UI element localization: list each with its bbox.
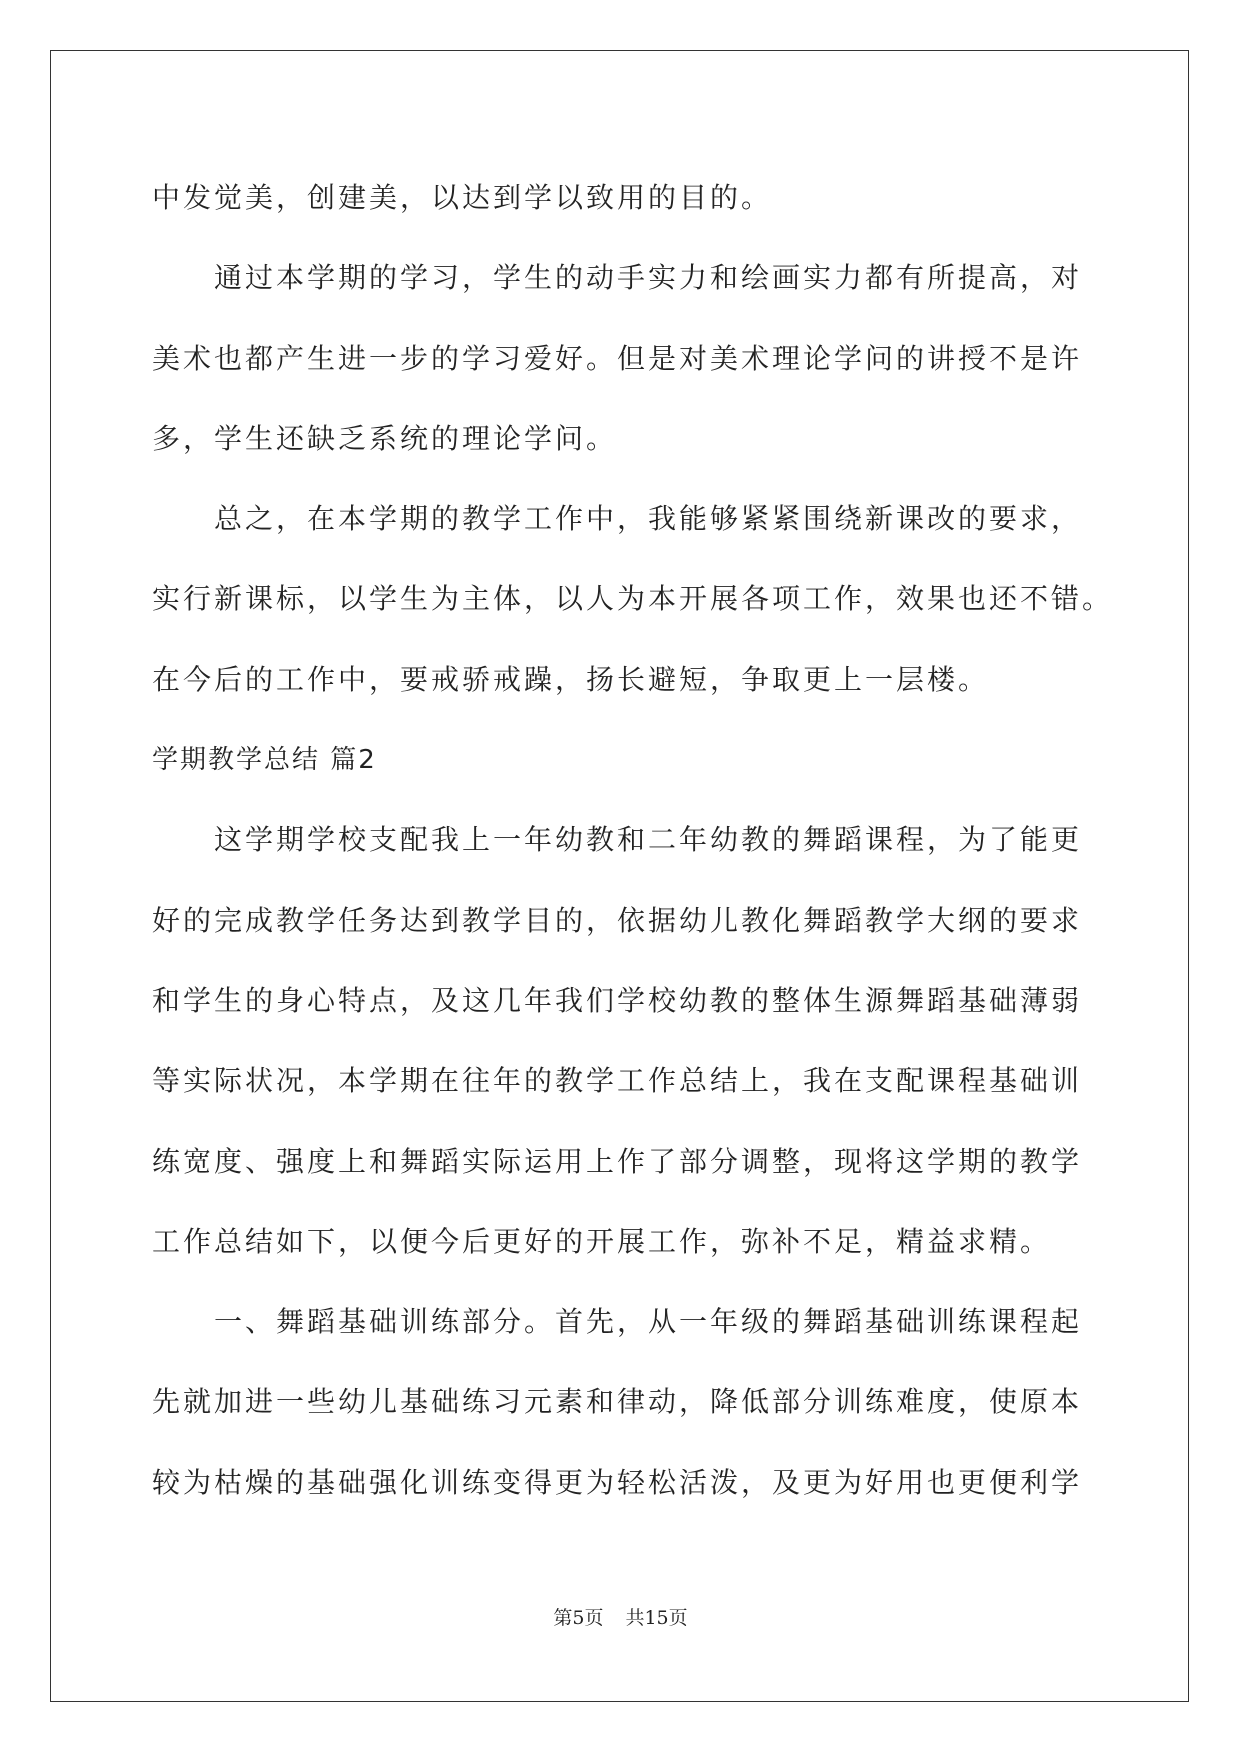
document-body (152, 158, 1114, 1523)
text-line: 工作总结如下，以便今后更好的开展工作，弥补不足，精益求精。 (152, 1224, 1052, 1258)
text-line: 这学期学校支配我上一年幼教和二年幼教的舞蹈课程，为了能更 (214, 823, 1083, 857)
page-footer (0, 1603, 1241, 1630)
text-line: 实行新课标，以学生为主体，以人为本开展各项工作，效果也还不错。 (152, 582, 1114, 616)
text-line: 总之，在本学期的教学工作中，我能够紧紧围绕新课改的要求， (214, 502, 1083, 536)
text-line: 练宽度、强度上和舞蹈实际运用上作了部分调整，现将这学期的教学 (152, 1144, 1083, 1178)
text-line: 多，学生还缺乏系统的理论学问。 (152, 421, 618, 455)
text-line: 好的完成教学任务达到教学目的，依据幼儿教化舞蹈教学大纲的要求 (152, 903, 1083, 937)
text-line: 和学生的身心特点，及这几年我们学校幼教的整体生源舞蹈基础薄弱 (152, 983, 1083, 1017)
text-line: 在今后的工作中，要戒骄戒躁，扬长避短，争取更上一层楼。 (152, 662, 990, 696)
text-line: 一、舞蹈基础训练部分。首先，从一年级的舞蹈基础训练课程起 (214, 1305, 1083, 1339)
text-line: 先就加进一些幼儿基础练习元素和律动，降低部分训练难度，使原本 (152, 1385, 1083, 1419)
text-line: 美术也都产生进一步的学习爱好。但是对美术理论学问的讲授不是许 (152, 341, 1083, 375)
section-heading: 学期教学总结 篇2 (152, 745, 377, 776)
text-line: 通过本学期的学习，学生的动手实力和绘画实力都有所提高，对 (214, 261, 1083, 295)
text-line: 中发觉美，创建美，以达到学以致用的目的。 (152, 181, 773, 214)
page-number: 第5页 (553, 1607, 604, 1629)
text-line: 较为枯燥的基础强化训练变得更为轻松活泼，及更为好用也更便利学 (152, 1465, 1083, 1499)
page-total: 共15页 (625, 1607, 688, 1629)
text-line: 等实际状况，本学期在往年的教学工作总结上，我在支配课程基础训 (152, 1064, 1083, 1098)
